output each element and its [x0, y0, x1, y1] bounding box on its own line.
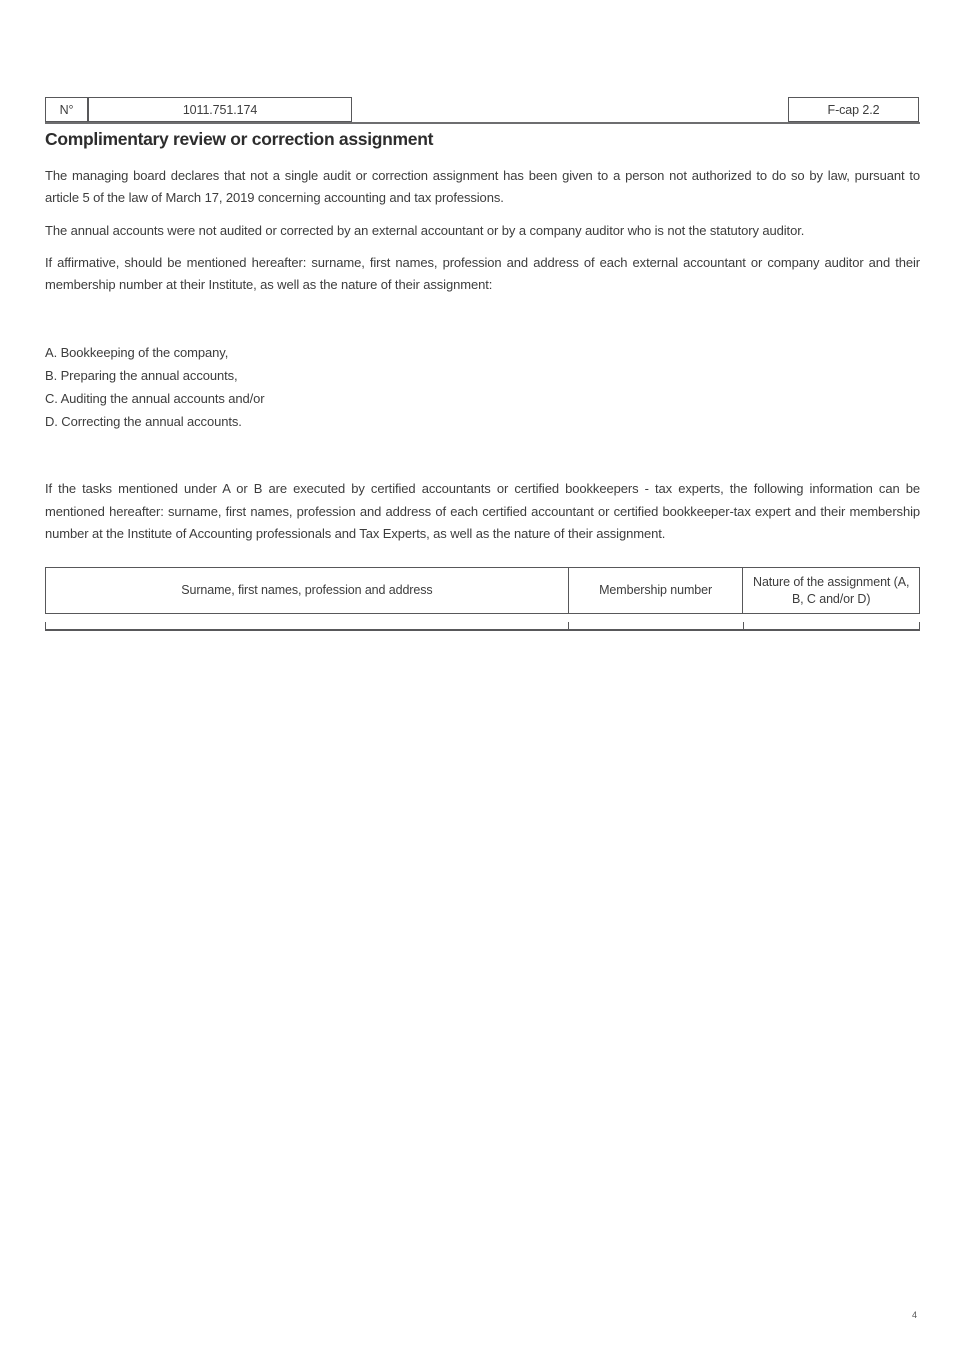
list-item-a: A. Bookkeeping of the company,	[45, 345, 229, 360]
doc-number-label: N°	[59, 102, 74, 117]
paragraph-certified-accountants: If the tasks mentioned under A or B are executed by certified accountants or certified bookkeepers - tax experts, the following information can be mentioned hereafter: surname, first names, profession and address of each certified accountant or certified bookkeeper-tax expert and their membership number at the Institute of Accounting professionals and Tax Experts, as well as the nature of their assignment.	[45, 481, 920, 541]
page-title: Complimentary review or correction assignment	[45, 129, 434, 149]
reference-strip	[45, 97, 920, 124]
list-item-b: B. Preparing the annual accounts,	[45, 368, 238, 383]
table-header-row	[45, 567, 920, 614]
accountants-table	[45, 567, 920, 631]
doc-number-value-cell	[88, 97, 352, 122]
column-divider	[743, 622, 745, 629]
assignment-type-list	[45, 341, 920, 433]
column-header-nature: Nature of the assignment (A, B, C and/or D)	[742, 568, 919, 613]
doc-number-value: 1011.751.174	[182, 102, 258, 117]
column-divider	[568, 622, 570, 629]
table-empty-row	[45, 622, 920, 631]
column-header-membership: Membership number	[568, 568, 743, 613]
list-item-c: C. Auditing the annual accounts and/or	[45, 391, 265, 406]
form-code-badge	[788, 97, 919, 122]
page-number: 4	[912, 1310, 918, 1320]
paragraph-if-affirmative: If affirmative, should be mentioned hereafter: surname, first names, profession and address of each external accountant or company auditor and their membership number at their Institute, as well as the nature of their assignment:	[45, 255, 920, 292]
doc-number-label-cell	[45, 97, 88, 122]
paragraph-declaration: The managing board declares that not a single audit or correction assignment has been given to a person not authorized to do so by law, pursuant to article 5 of the law of March 17, 2019 concerning accounting and tax professions.	[45, 168, 920, 205]
list-item-d: D. Correcting the annual accounts.	[45, 414, 242, 429]
column-header-surname: Surname, first names, profession and address	[181, 583, 433, 597]
paragraph-annual-accounts: The annual accounts were not audited or corrected by an external accountant or by a company auditor who is not the statutory auditor.	[45, 223, 805, 238]
form-code-label: F-cap 2.2	[827, 102, 880, 117]
